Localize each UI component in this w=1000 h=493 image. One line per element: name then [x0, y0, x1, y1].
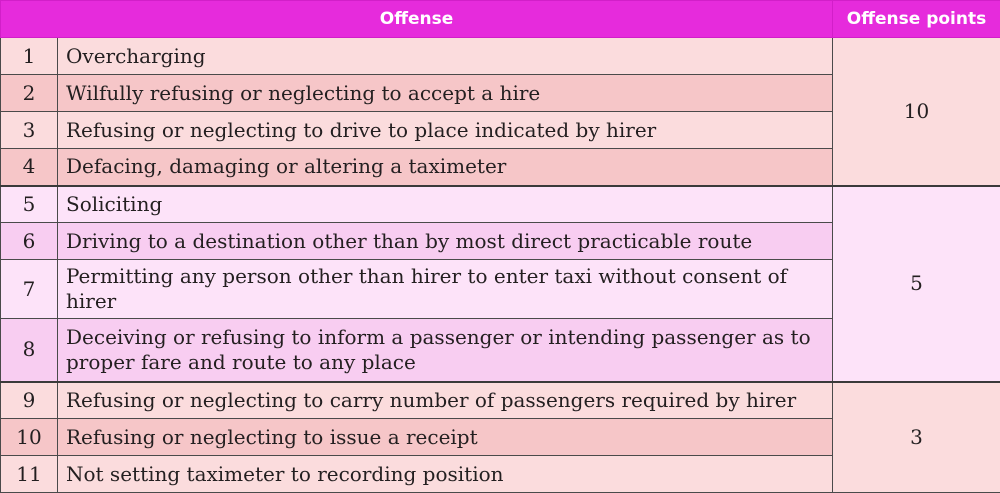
offense-number: 5 [1, 186, 58, 223]
offense-column-header: Offense [1, 1, 833, 38]
offense-description: Wilfully refusing or neglecting to accept a hire [58, 75, 833, 112]
offense-description: Defacing, damaging or altering a taximeter [58, 149, 833, 186]
offense-points-value: 3 [833, 382, 1000, 493]
offense-number: 9 [1, 382, 58, 419]
offense-number: 3 [1, 112, 58, 149]
table-row [1, 186, 1000, 223]
table-header-row [1, 1, 1000, 38]
offense-number: 10 [1, 419, 58, 456]
offense-number: 8 [1, 319, 58, 382]
offense-description: Driving to a destination other than by most direct practicable route [58, 223, 833, 260]
offense-description: Permitting any person other than hirer to enter taxi without consent of hirer [58, 260, 833, 319]
offense-description: Deceiving or refusing to inform a passenger or intending passenger as to proper fare and route to any place [58, 319, 833, 382]
offense-number: 2 [1, 75, 58, 112]
offense-description: Not setting taximeter to recording position [58, 456, 833, 493]
table-row [1, 382, 1000, 419]
table-row [1, 38, 1000, 75]
offense-number: 7 [1, 260, 58, 319]
offense-number: 6 [1, 223, 58, 260]
offense-number: 1 [1, 38, 58, 75]
offense-description: Overcharging [58, 38, 833, 75]
offense-number: 11 [1, 456, 58, 493]
offense-points-value: 10 [833, 38, 1000, 186]
offense-description: Soliciting [58, 186, 833, 223]
offense-description: Refusing or neglecting to drive to place indicated by hirer [58, 112, 833, 149]
offense-number: 4 [1, 149, 58, 186]
offense-points-column-header: Offense points [833, 1, 1000, 38]
offense-description: Refusing or neglecting to issue a receipt [58, 419, 833, 456]
offense-description: Refusing or neglecting to carry number of passengers required by hirer [58, 382, 833, 419]
offense-points-value: 5 [833, 186, 1000, 382]
